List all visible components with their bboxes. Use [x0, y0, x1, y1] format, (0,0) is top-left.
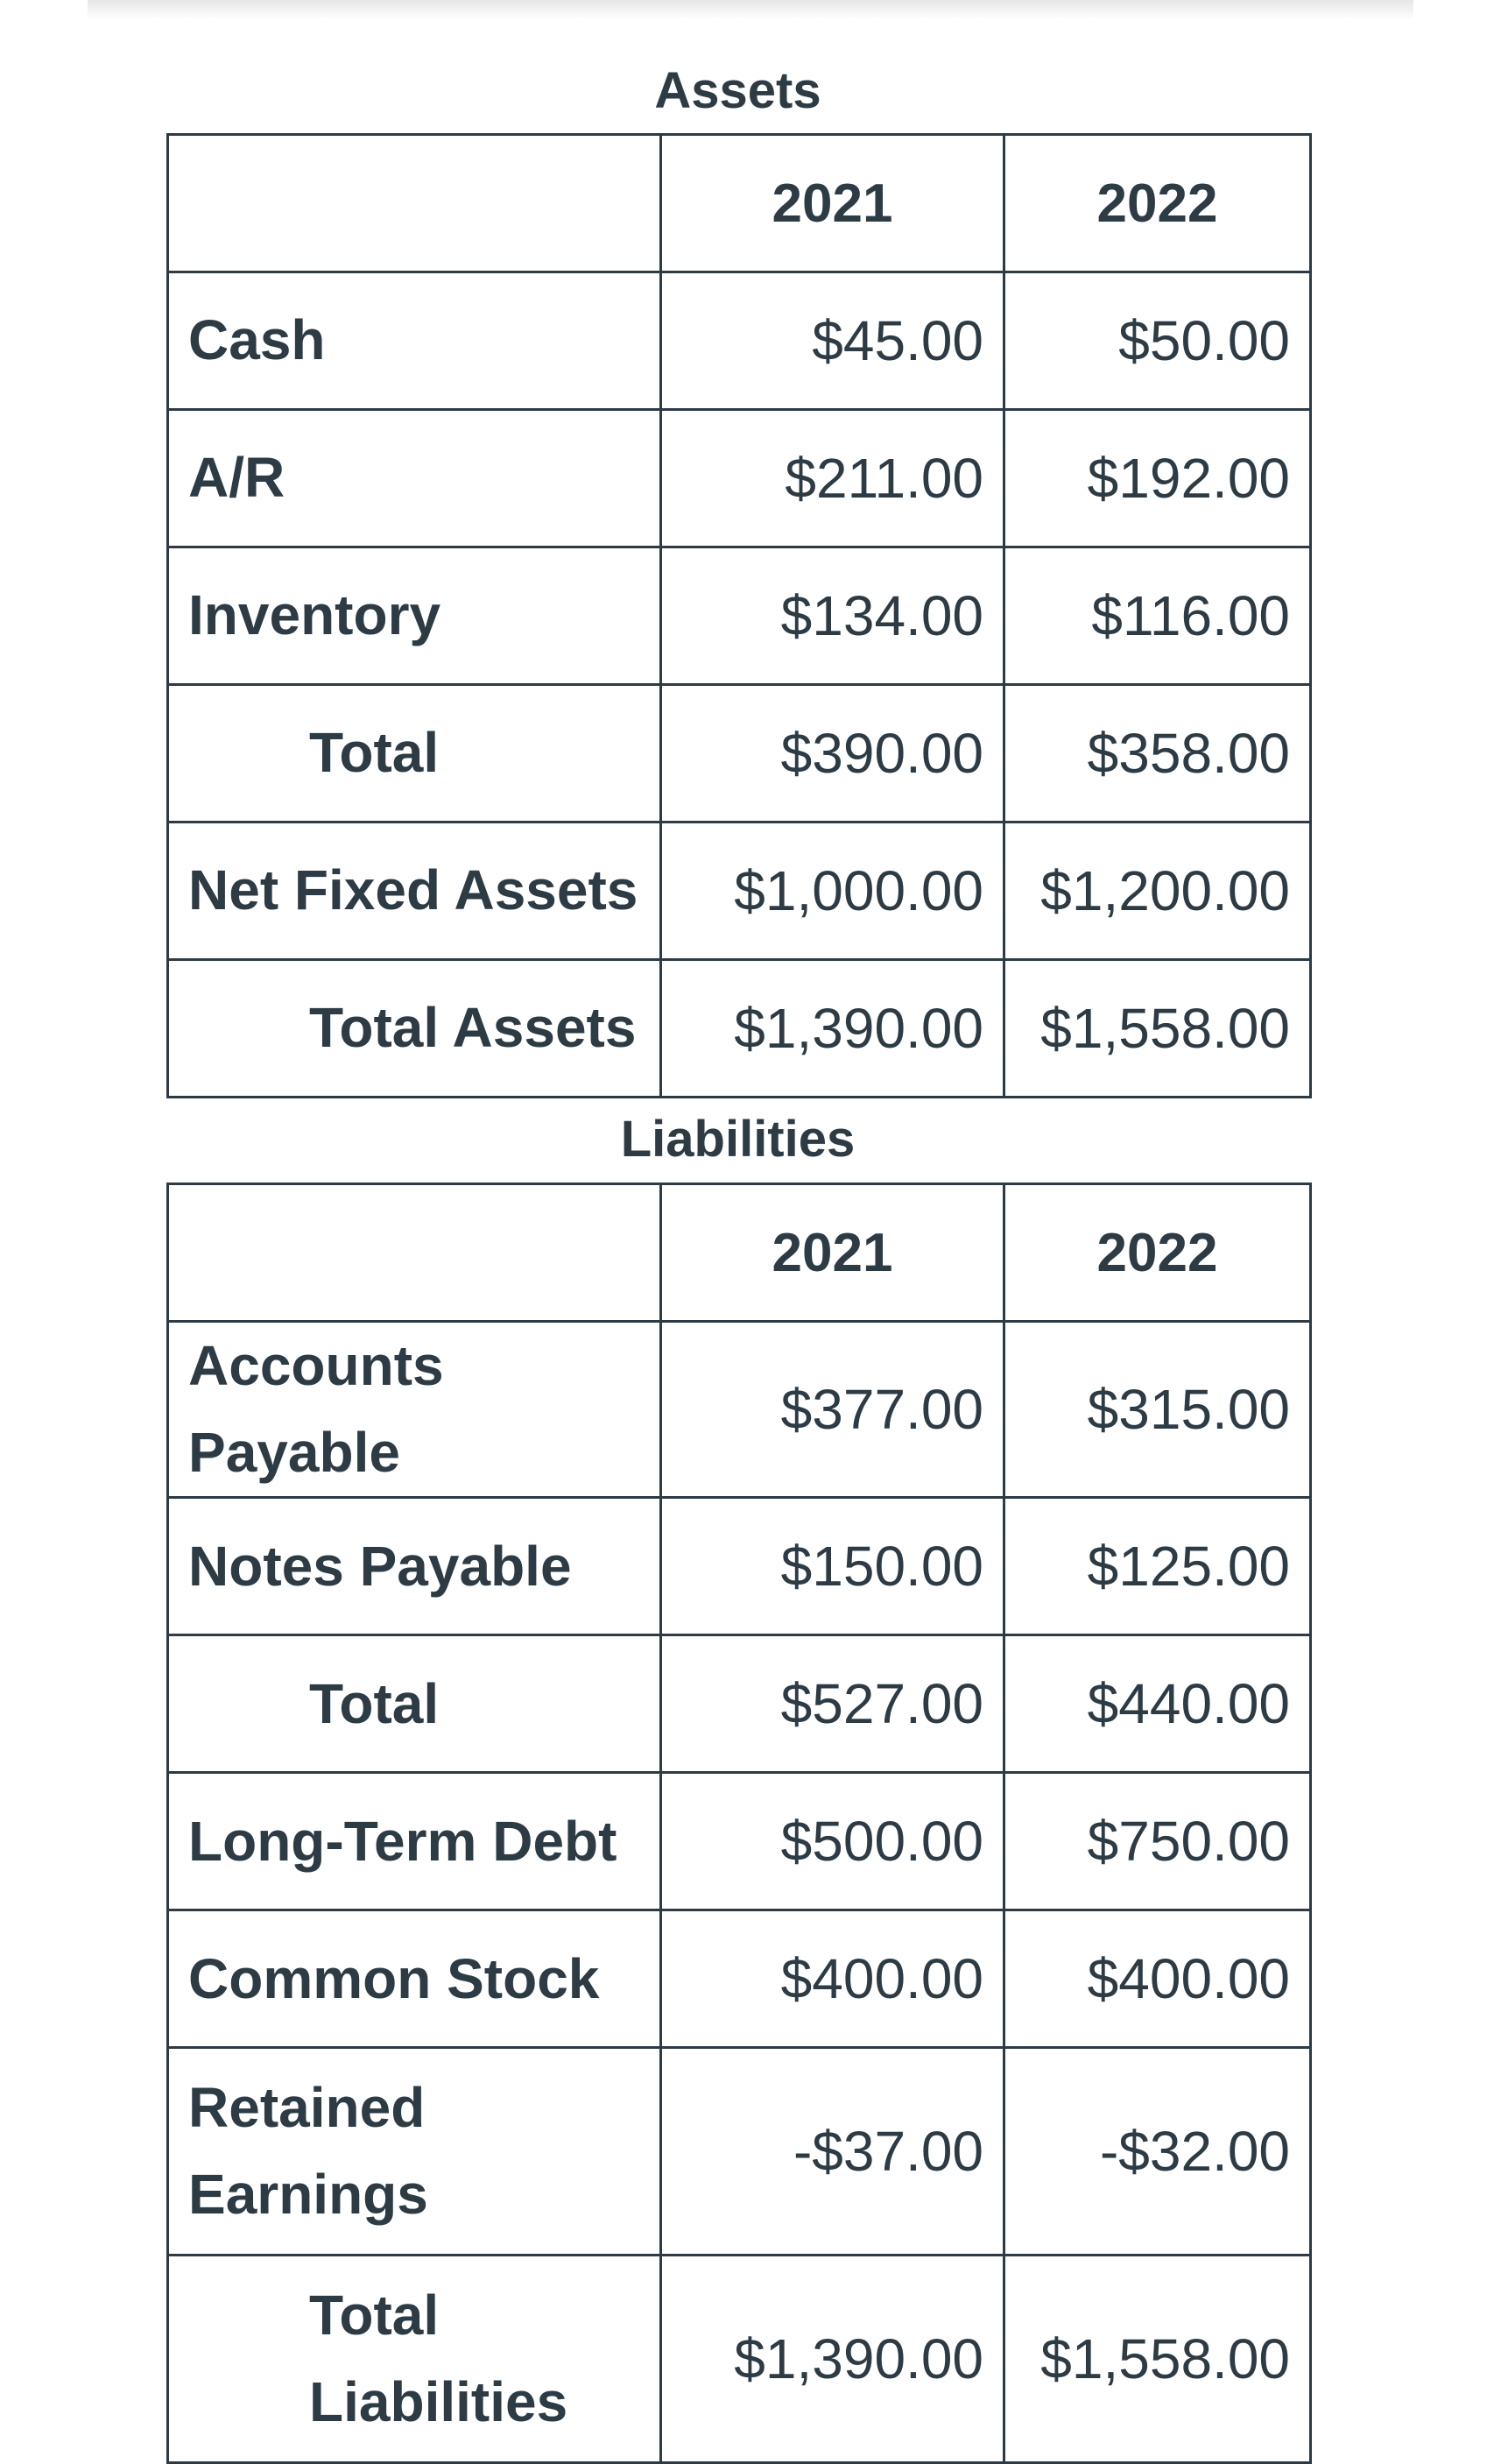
table-row	[168, 960, 1311, 1098]
net-fixed-assets-2021: $1,000.00	[661, 823, 1004, 960]
inventory-2022: $116.00	[1004, 547, 1311, 685]
retained-earnings-2021: -$37.00	[661, 2048, 1004, 2256]
retained-earnings-2022: -$32.00	[1004, 2048, 1311, 2256]
table-row	[168, 1498, 1311, 1635]
accounts-payable-2022: $315.00	[1004, 1322, 1311, 1498]
long-term-debt-2022: $750.00	[1004, 1773, 1311, 1910]
row-label-inventory: Inventory	[168, 547, 661, 685]
table-row	[168, 547, 1311, 685]
liabilities-title: Liabilities	[620, 1111, 856, 1168]
top-shadow	[88, 0, 1413, 19]
liabilities-header-blank	[168, 1184, 661, 1322]
row-label-notes-payable: Notes Payable	[168, 1498, 661, 1635]
row-label-common-stock: Common Stock	[168, 1910, 661, 2048]
row-label-accounts-payable: Accounts Payable	[168, 1322, 661, 1498]
row-label-net-fixed-assets: Net Fixed Assets	[168, 823, 661, 960]
table-row	[168, 2048, 1311, 2256]
total-assets-2021: $1,390.00	[661, 960, 1004, 1098]
table-row	[168, 823, 1311, 960]
row-label-total-liabilities: Total Liabilities	[168, 2256, 661, 2463]
row-label-ar: A/R	[168, 410, 661, 547]
net-fixed-assets-2022: $1,200.00	[1004, 823, 1311, 960]
liabilities-year-2022: 2022	[1004, 1184, 1311, 1322]
table-row	[168, 685, 1311, 823]
ar-2021: $211.00	[661, 410, 1004, 547]
assets-title: Assets	[654, 62, 821, 119]
table-row	[168, 272, 1311, 410]
table-row	[168, 1910, 1311, 2048]
cash-2021: $45.00	[661, 272, 1004, 410]
current-assets-total-2021: $390.00	[661, 685, 1004, 823]
current-liabilities-total-2021: $527.00	[661, 1635, 1004, 1773]
liabilities-table	[166, 1183, 1312, 2464]
table-row	[168, 1773, 1311, 1910]
current-liabilities-total-2022: $440.00	[1004, 1635, 1311, 1773]
row-label-retained-earnings: Retained Earnings	[168, 2048, 661, 2256]
total-assets-2022: $1,558.00	[1004, 960, 1311, 1098]
row-label-total-assets: Total Assets	[168, 960, 661, 1098]
long-term-debt-2021: $500.00	[661, 1773, 1004, 1910]
total-liabilities-2021: $1,390.00	[661, 2256, 1004, 2463]
assets-header-row	[168, 135, 1311, 272]
row-label-long-term-debt: Long-Term Debt	[168, 1773, 661, 1910]
cash-2022: $50.00	[1004, 272, 1311, 410]
table-row	[168, 2256, 1311, 2463]
table-row	[168, 1322, 1311, 1498]
notes-payable-2022: $125.00	[1004, 1498, 1311, 1635]
notes-payable-2021: $150.00	[661, 1498, 1004, 1635]
assets-header-blank	[168, 135, 661, 272]
total-liabilities-2022: $1,558.00	[1004, 2256, 1311, 2463]
assets-table	[166, 133, 1312, 1098]
row-label-current-total: Total	[168, 685, 661, 823]
assets-year-2022: 2022	[1004, 135, 1311, 272]
row-label-current-liabilities-total: Total	[168, 1635, 661, 1773]
inventory-2021: $134.00	[661, 547, 1004, 685]
accounts-payable-2021: $377.00	[661, 1322, 1004, 1498]
ar-2022: $192.00	[1004, 410, 1311, 547]
table-row	[168, 410, 1311, 547]
row-label-cash: Cash	[168, 272, 661, 410]
current-assets-total-2022: $358.00	[1004, 685, 1311, 823]
liabilities-year-2021: 2021	[661, 1184, 1004, 1322]
common-stock-2022: $400.00	[1004, 1910, 1311, 2048]
assets-year-2021: 2021	[661, 135, 1004, 272]
common-stock-2021: $400.00	[661, 1910, 1004, 2048]
liabilities-header-row	[168, 1184, 1311, 1322]
table-row	[168, 1635, 1311, 1773]
